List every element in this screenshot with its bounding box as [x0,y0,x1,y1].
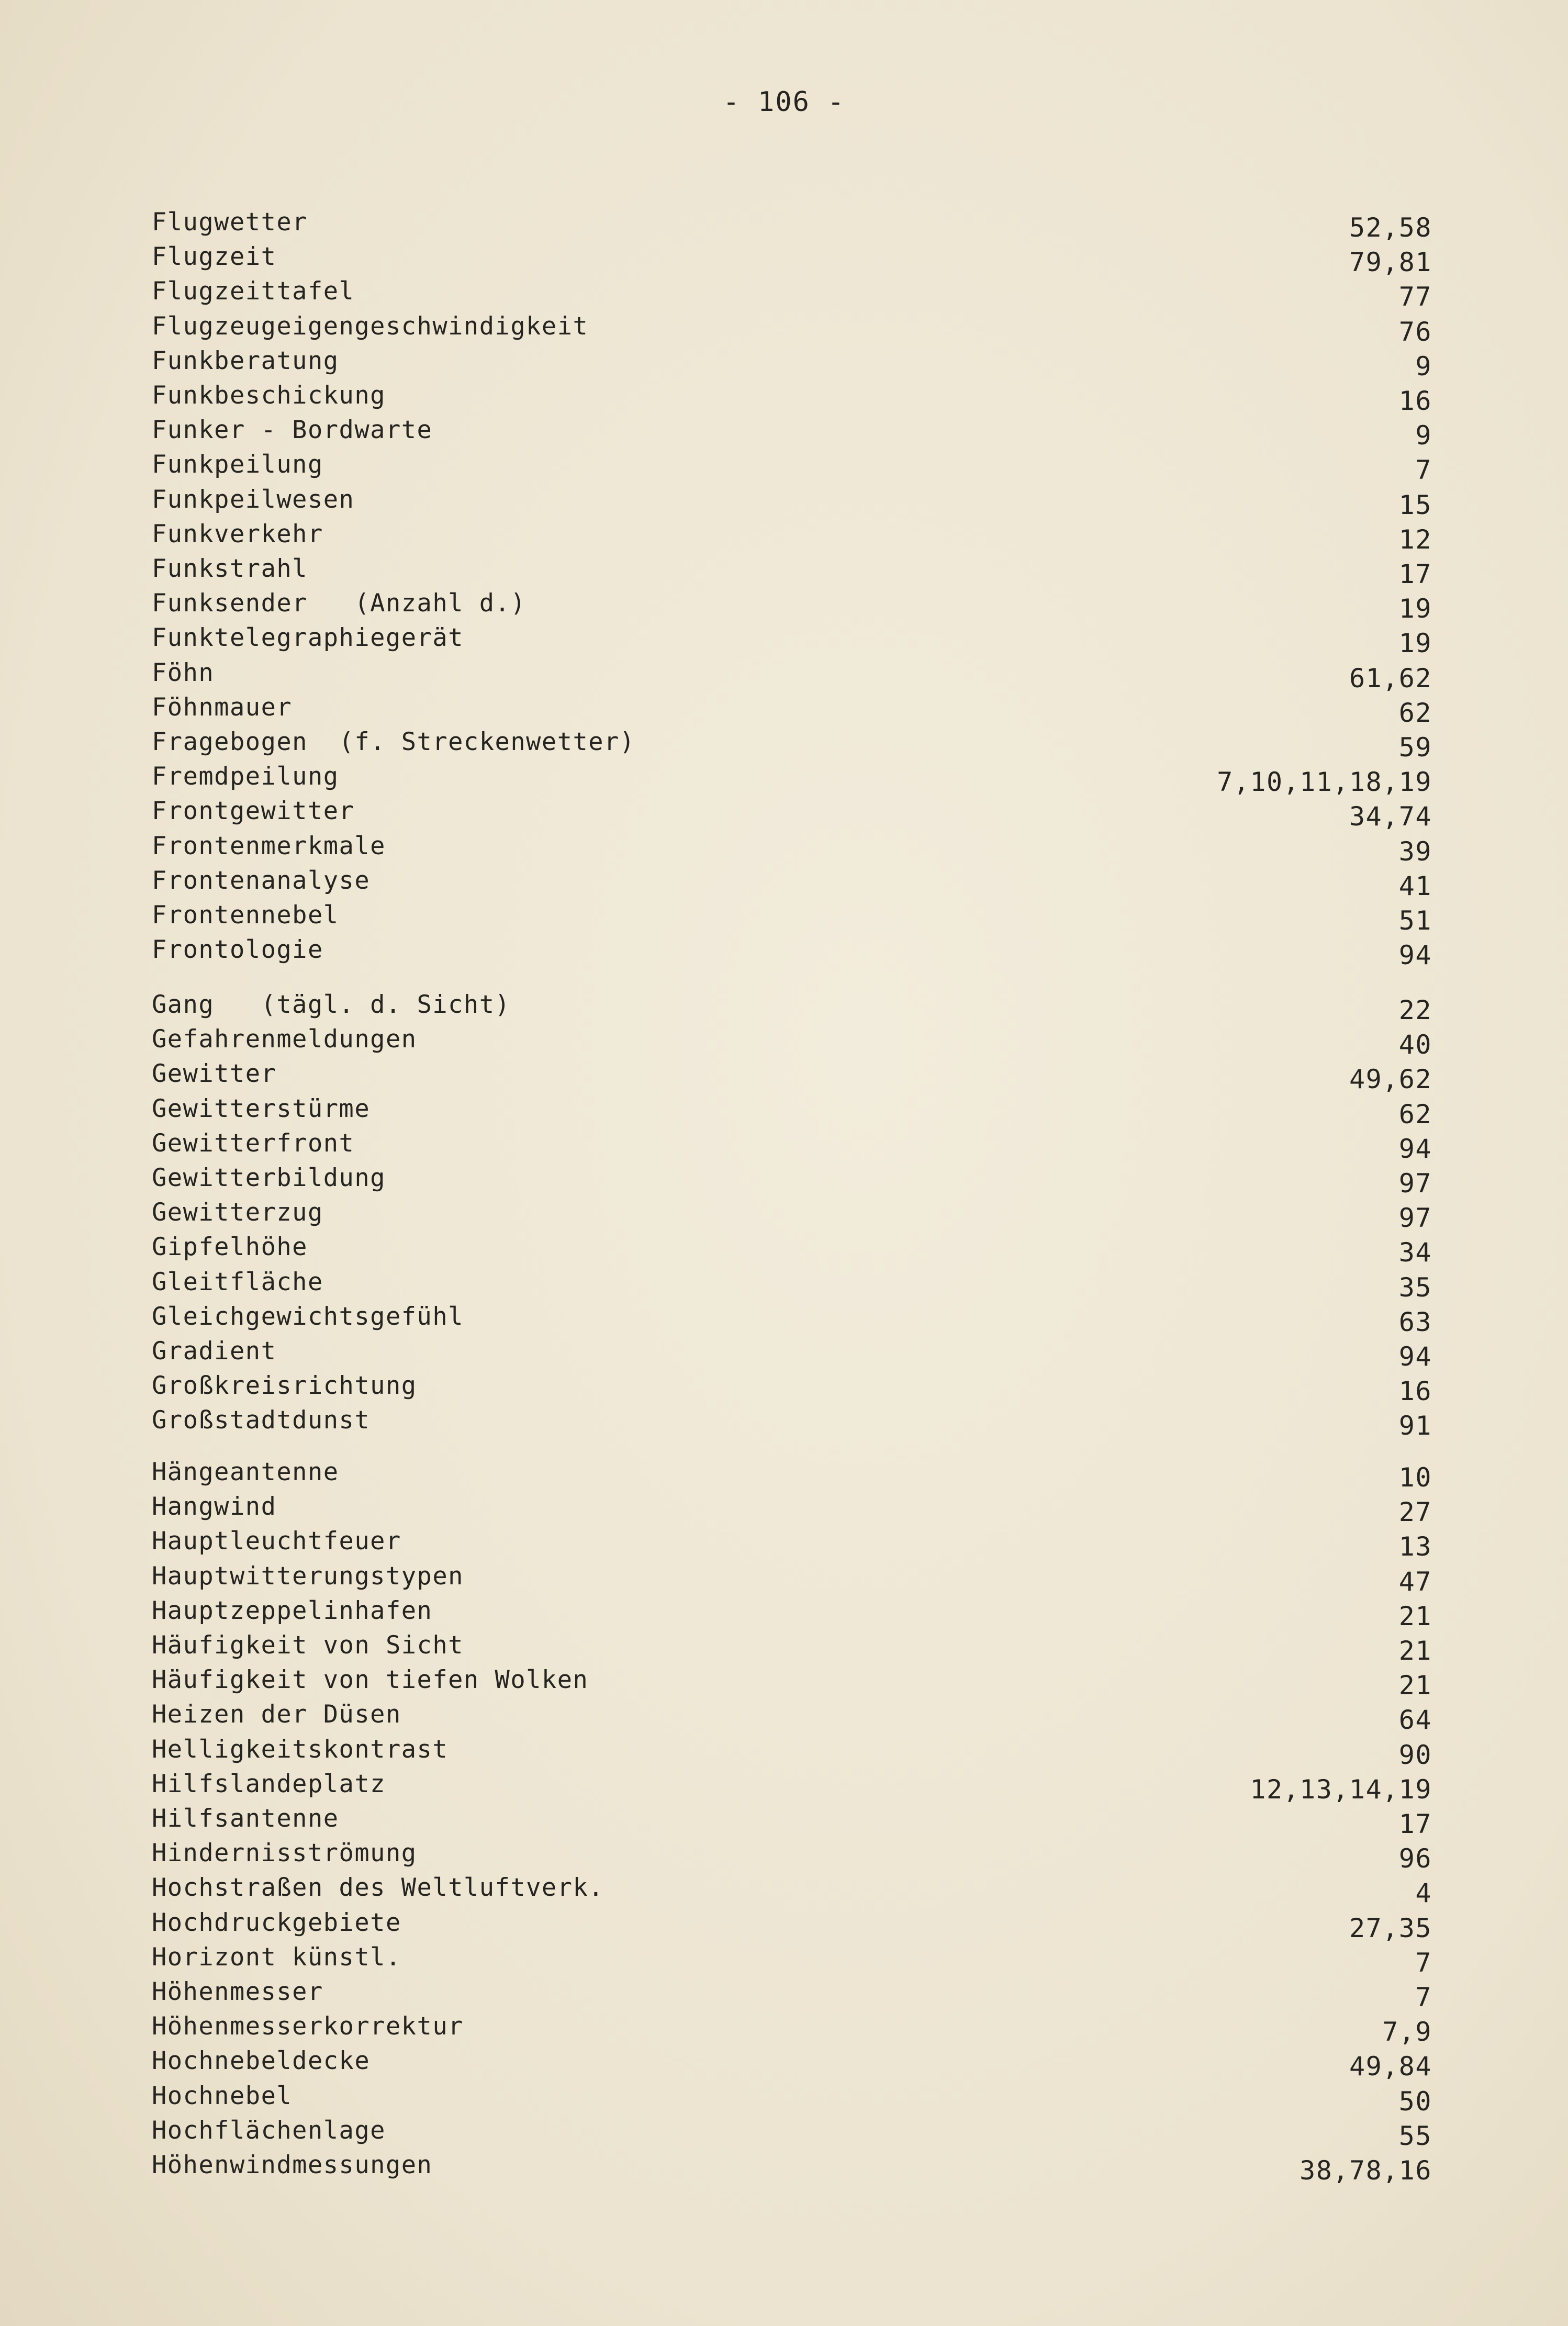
index-entry [152,378,1432,416]
index-term: Gang (tägl. d. Sicht) [152,990,511,1019]
index-page-refs: 49,62 [1349,1064,1432,1095]
index-term: Gewitterzug [152,1198,323,1227]
index-term: Funkverkehr [152,519,323,549]
index-entry [152,1022,1432,1060]
index-entry [152,2009,1432,2048]
index-term: Helligkeitskontrast [152,1735,449,1764]
index-term: Gewitterstürme [152,1094,371,1123]
index-page-refs: 17 [1398,1809,1432,1839]
index-page-refs: 97 [1398,1203,1432,1234]
index-page-refs: 21 [1398,1636,1432,1666]
index-page-refs: 76 [1398,316,1432,347]
index-term: Horizont künstl. [152,1942,401,1972]
index-term: Höhenmesser [152,1977,323,2006]
index-page-refs: 91 [1398,1411,1432,1441]
index-page-refs: 21 [1398,1670,1432,1701]
index-page-refs: 34 [1398,1237,1432,1268]
index-page-refs: 94 [1398,1341,1432,1372]
index-entry [152,988,1432,1025]
index-page-refs: 96 [1398,1843,1432,1874]
index-term: Hindernisströmung [152,1839,417,1868]
index-term: Flugzeittafel [152,277,355,306]
index-term: Frontologie [152,935,323,965]
index-entry [152,344,1432,382]
index-term: Föhn [152,658,215,687]
index-page-refs: 62 [1398,697,1432,728]
index-term: Heizen der Düsen [152,1700,401,1729]
index-entry [152,1663,1432,1701]
index-entry [152,725,1432,763]
index-term: Gipfelhöhe [152,1233,308,1262]
index-entry [152,483,1432,520]
index-term: Hauptwitterungstypen [152,1561,464,1591]
index-page-refs: 15 [1398,489,1432,520]
index-term: Gewitter [152,1059,277,1089]
index-term: Gradient [152,1337,277,1366]
index-page-refs: 21 [1398,1601,1432,1631]
index-page-refs: 7 [1415,1982,1432,2012]
index-entry [152,1767,1432,1805]
index-entry [152,1369,1432,1407]
index-entry [152,829,1432,867]
index-page-refs: 19 [1398,628,1432,659]
index-page-refs: 38,78,16 [1300,2155,1432,2186]
index-entry [152,621,1432,659]
index-term: Fremdpeilung [152,762,339,791]
index-entry [152,1126,1432,1164]
index-entry [152,2148,1432,2186]
index-page-refs: 9 [1415,351,1432,382]
index-page-refs: 63 [1398,1306,1432,1337]
index-term: Höhenwindmessungen [152,2151,433,2179]
index-entry [152,448,1432,486]
index-term: Hochstraßen des Weltluftverk. [152,1873,604,1903]
index-entry [152,1559,1432,1597]
index-term: Frontgewitter [152,797,355,826]
index-page-refs: 35 [1398,1272,1432,1303]
index-entry [152,1802,1432,1839]
index-entry [152,1628,1432,1666]
index-page-refs: 16 [1398,1376,1432,1407]
index-page-refs: 97 [1398,1168,1432,1199]
index-entry [152,1057,1432,1095]
index-page-refs: 10 [1398,1462,1432,1493]
index-term: Hauptleuchtfeuer [152,1527,401,1556]
index-entry [152,586,1432,624]
index-term: Hilfslandeplatz [152,1769,386,1798]
index-term: Hängeantenne [152,1458,339,1486]
index-page-refs: 16 [1398,386,1432,416]
index-term: Großkreisrichtung [152,1371,417,1401]
index-page-refs: 49,84 [1349,2051,1432,2082]
index-page-refs: 40 [1398,1030,1432,1060]
index-term: Hochnebeldecke [152,2047,371,2076]
index-page-refs: 34,74 [1349,801,1432,832]
index-entry [152,1455,1432,1493]
index-page-refs: 4 [1415,1878,1432,1909]
index-entry [152,1732,1432,1770]
index-page-refs: 27 [1398,1497,1432,1528]
index-entry [152,759,1432,798]
index-page-refs: 79,81 [1349,247,1432,278]
index-page-refs: 13 [1398,1531,1432,1562]
index-page-refs: 12 [1398,524,1432,555]
index-term: Gewitterbildung [152,1164,386,1192]
index-page-refs: 52,58 [1349,213,1432,243]
index-page-refs: 94 [1398,1133,1432,1164]
index-page-refs: 59 [1398,732,1432,763]
index-term: Flugzeugeigengeschwindigkeit [152,311,589,341]
index-term: Gefahrenmeldungen [152,1025,417,1054]
index-term: Höhenmesserkorrektur [152,2012,464,2041]
index-term: Häufigkeit von tiefen Wolken [152,1665,589,1695]
index-entry [152,898,1432,936]
index-page-refs: 61,62 [1349,663,1432,694]
index-term: Gleitfläche [152,1267,323,1296]
index-page-refs: 55 [1398,2120,1432,2151]
index-page-refs: 50 [1398,2086,1432,2117]
index-term: Funkberatung [152,346,339,375]
index-page-refs: 12,13,14,19 [1250,1774,1432,1805]
index-page-refs: 77 [1398,282,1432,312]
index-entry [152,1871,1432,1909]
index-term: Häufigkeit von Sicht [152,1631,464,1660]
page-number: - 106 - [723,86,845,118]
index-page-refs: 22 [1398,995,1432,1025]
index-entry [152,1195,1432,1234]
index-entry [152,1300,1432,1337]
index-page-refs: 7,10,11,18,19 [1217,767,1432,798]
index-entry [152,552,1432,589]
index-entry [152,1265,1432,1303]
index-term: Frontenanalyse [152,866,371,895]
index-term: Funksender (Anzahl d.) [152,589,527,618]
index-entry [152,2113,1432,2151]
index-page-refs: 9 [1415,420,1432,451]
index-entry [152,2044,1432,2082]
index-term: Flugzeit [152,242,277,272]
index-entry [152,1161,1432,1199]
index-entry [152,1334,1432,1372]
index-entry [152,794,1432,832]
index-page-refs: 90 [1398,1739,1432,1770]
index-entry [152,690,1432,728]
index-term: Funkbeschickung [152,381,386,410]
index-entry [152,240,1432,278]
index-term: Funker - Bordwarte [152,416,433,445]
index-page-refs: 19 [1398,594,1432,624]
index-term: Föhnmauer [152,692,293,722]
index-entry [152,205,1432,243]
index-entry [152,864,1432,901]
index-entry [152,1836,1432,1874]
index-term: Funktelegraphiegerät [152,623,464,653]
index-page-refs: 62 [1398,1099,1432,1130]
index-page-refs: 94 [1398,940,1432,971]
index-term: Gewitterfront [152,1128,355,1158]
index-entry [152,1906,1432,1943]
index-term: Hochdruckgebiete [152,1908,401,1937]
index-term: Hangwind [152,1492,277,1522]
index-term: Frontennebel [152,901,339,930]
index-entry [152,517,1432,555]
index-page-refs: 7 [1415,1947,1432,1978]
index-page-refs: 41 [1398,870,1432,901]
index-entry [152,309,1432,347]
index-entry [152,1697,1432,1736]
index-page-refs: 39 [1398,836,1432,867]
index-term: Hilfsantenne [152,1804,339,1833]
index-term: Hochnebel [152,2081,293,2110]
index-entry [152,1490,1432,1528]
index-term: Hauptzeppelinhafen [152,1596,433,1625]
index-entry [152,933,1432,971]
index-page-refs: 7,9 [1382,2017,1432,2048]
index-page-refs: 27,35 [1349,1913,1432,1943]
index-entry [152,413,1432,451]
index-page-refs: 51 [1398,905,1432,936]
index-term: Funkstrahl [152,554,308,583]
index-page-refs: 7 [1415,455,1432,486]
index-term: Hochflächenlage [152,2116,386,2145]
index-entry [152,1940,1432,1978]
index-term: Funkpeilwesen [152,485,355,514]
index-term: Flugwetter [152,208,308,237]
index-page-refs: 64 [1398,1705,1432,1736]
index-entry [152,1230,1432,1268]
index-entry [152,656,1432,694]
index-term: Frontenmerkmale [152,831,386,860]
index-term: Gleichgewichtsgefühl [152,1302,464,1331]
index-entry [152,2079,1432,2117]
index-term: Fragebogen (f. Streckenwetter) [152,728,635,756]
index-term: Großstadtdunst [152,1406,371,1435]
index-entry [152,1403,1432,1441]
index-term: Funkpeilung [152,450,323,479]
index-page-refs: 17 [1398,559,1432,589]
index-entry [152,274,1432,312]
index-page-refs: 47 [1398,1566,1432,1597]
index-entry [152,1975,1432,2012]
index-entry [152,1594,1432,1631]
index-entry [152,1092,1432,1130]
index-entry [152,1524,1432,1562]
